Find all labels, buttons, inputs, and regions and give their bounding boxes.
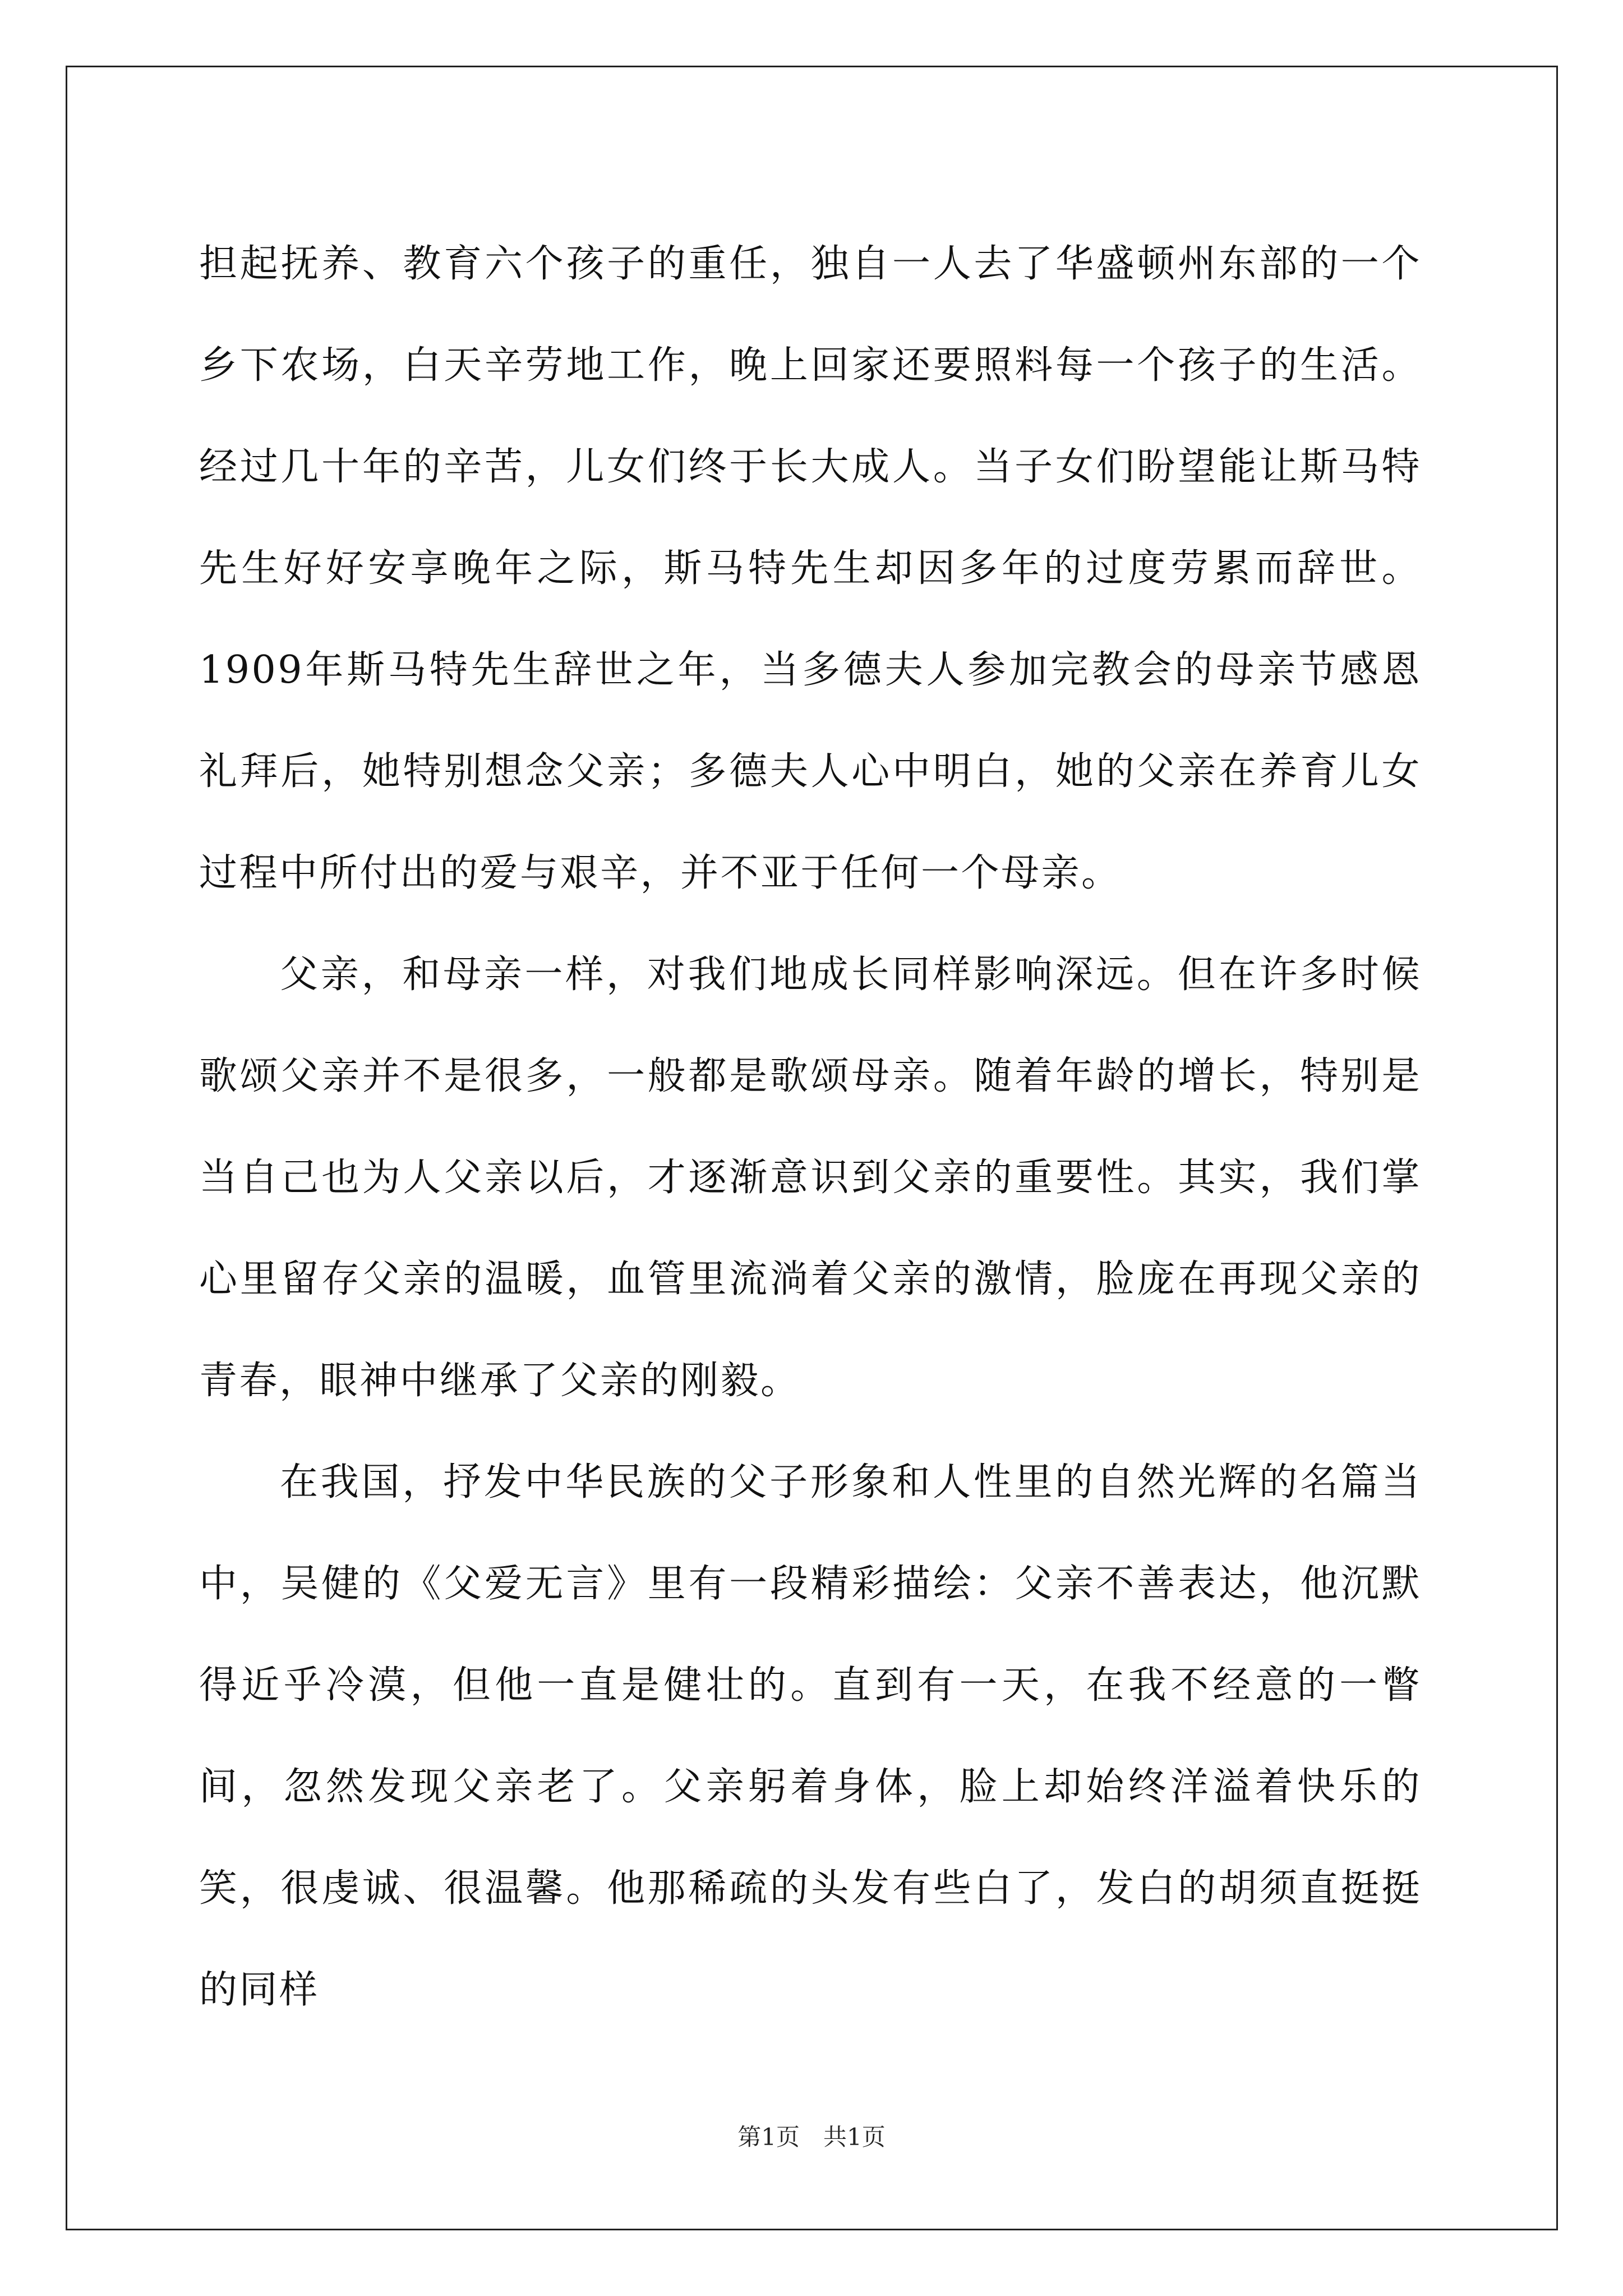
paragraph-father-literature: 在我国，抒发中华民族的父子形象和人性里的自然光辉的名篇当中，吴健的《父爱无言》里有一段精彩描绘：父亲不善表达，他沉默得近乎冷漠，但他一直是健壮的。直到有一天，在我不经意的一瞥间，忽然发现父亲老了。父亲躬着身体，脸上却始终洋溢着快乐的笑，很虔诚、很温馨。他那稀疏的头发有些白了，发白的胡须直挺挺的同样 — [199, 1460, 1422, 2012]
document-body — [199, 213, 1422, 2041]
paragraph-continued: 担起抚养、教育六个孩子的重任，独自一人去了华盛顿州东部的一个乡下农场，白天辛劳地工作，晚上回家还要照料每一个孩子的生活。经过几十年的辛苦，儿女们终于长大成人。当子女们盼望能让斯马特先生好好安享晚年之际，斯马特先生却因多年的过度劳累而辞世。1909年斯马特先生辞世之年，当多德夫人参加完教会的母亲节感恩礼拜后，她特别想念父亲；多德夫人心中明白，她的父亲在养育儿女过程中所付出的爱与艰辛，并不亚于任何一个母亲。 — [199, 242, 1422, 895]
paragraph-father-influence: 父亲，和母亲一样，对我们地成长同样影响深远。但在许多时候歌颂父亲并不是很多，一般都是歌颂母亲。随着年龄的增长，特别是当自己也为人父亲以后，才逐渐意识到父亲的重要性。其实，我们掌心里留存父亲的温暖，血管里流淌着父亲的激情，脸庞在再现父亲的青春，眼神中继承了父亲的刚毅。 — [199, 953, 1422, 1403]
page-number-footer: 第1页 共1页 — [737, 2123, 886, 2151]
